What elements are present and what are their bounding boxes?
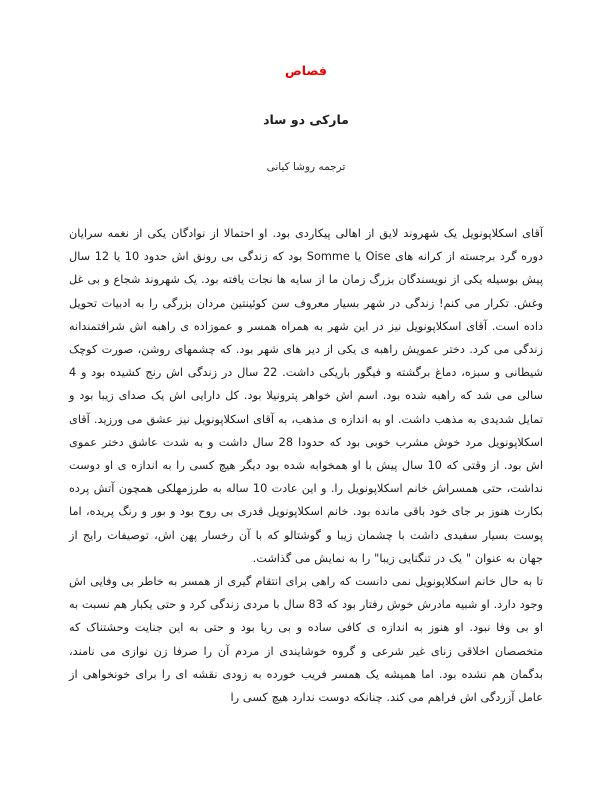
document-author: مارکی دو ساد bbox=[263, 112, 349, 127]
document-body bbox=[69, 222, 543, 709]
body-paragraph: تا به حال خانم اسکلاپونویل نمی دانست که راهی برای انتقام گیری از همسر به خاطر بی وفایی اش وجود دارد. او شبیه مادرش خوش رفتار بود که 83 سال با مردی زندگی کرد و حتی یکبار هم نسبت به او بی وفا نبود. او هنوز به اندازه ی کافی ساده و بی ریا بود و حتی به این جنایت وحشتناک که متخصصان اخلاقی زنای غیر شرعی و گروه خوشایندی از مردم آن را صرفا زن نوازی می نامند، بدگمان هم نشده بود. اما همیشه یک همسر فریب خورده به زودی نقشه ای را برای خونخواهی از عامل آزردگی اش فراهم می کند. چنانکه دوست ندارد هیچ کسی را bbox=[69, 575, 543, 705]
body-paragraph: آقای اسکلاپونویل یک شهروند لایق از اهالی پیکاردی بود. او احتمالا از نوادگان یکی از نغمه سرایان دوره گرد برجسته از کرانه های Oise یا Somme بود که زندگی بی رونق اش حدود 10 یا 12 سال پیش بوسیله یکی از نویسندگان بزرگ زمان ما از سایه ها نجات یافته بود. یک شهروند شجاع و بی غل وغش. تکرار می کنم! زندگی در شهر بسیار معروف سن کوئینتین مردان بزرگی را به ادبیات تحویل داده است. آقای اسکلاپونویل نیز در این شهر به همراه همسر و عموزاده ی راهبه اش شرافتمندانه زندگی می کرد. دختر عمویش راهبه ی یکی از دیر های شهر بود. که چشمهای روشن، صورت کوچک شیطانی و سبزه، دماغ برگشته و فیگور باریکی داشت. 22 سال در زندگی اش رنج کشیده بود و 4 سالی می شد که راهبه شده بود. اسم اش خواهر پترونیلا بود. کل دارایی اش یک صدای زیبا بود و تمایل شدیدی به مذهب داشت. او به اندازه ی مذهب، به آقای اسکلاپونویل نیز عشق می ورزید. آقای اسکلاپونویل مرد خوش مشرب خوبی بود که حدودا 28 سال داشت و به شدت عاشق دختر عموی اش بود. از وقتی که 10 سال پیش با او همخوابه شده بود دیگر هیچ کسی را به اندازه ی او دوست نداشت، حتی همسراش خانم اسکلاپونویل را. و این عادت 10 ساله به طرزمهلکی همچون آتش پرده بکارت هنوز بر جای خود باقی مانده بود. خانم اسکلاپونویل قدری بی روح بود و بور و رنگ پریده، اما پوست بسیار سفیدی داشت با چشمان زیبا و گوشتالو که با آن رخسار پهن اش، توصیفات رایج از جهان به عنوان " یک در تنگنایی زیبا" را به نمایش می گذاشت. bbox=[69, 227, 543, 565]
document-translator: ترجمه روشا کیانی bbox=[266, 161, 346, 173]
document-title: فصاص bbox=[284, 63, 327, 78]
